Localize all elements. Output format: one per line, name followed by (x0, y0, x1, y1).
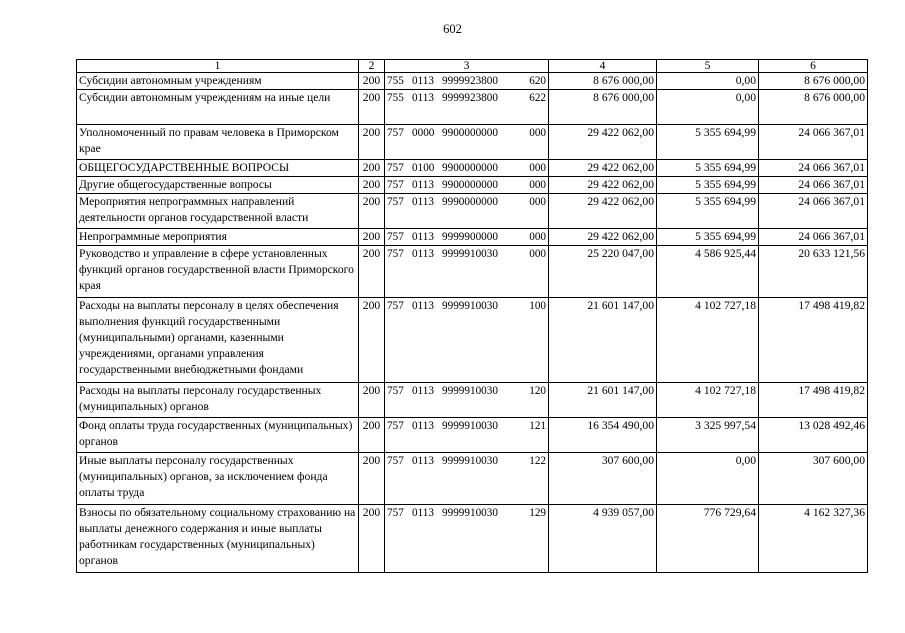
row-value-4: 21 601 147,00 (549, 298, 657, 383)
row-budget-code (385, 505, 549, 573)
row-value-5: 4 586 925,44 (657, 246, 759, 298)
code-part-1: 757 (387, 420, 404, 432)
row-column-2: 200 (359, 383, 385, 418)
row-name: Мероприятия непрограммных направлений деятельности органов государственной власти (77, 194, 359, 229)
row-name: ОБЩЕГОСУДАРСТВЕННЫЕ ВОПРОСЫ (77, 160, 359, 177)
code-part-2: 0113 (412, 385, 434, 397)
code-part-3: 9990000000 (442, 196, 498, 208)
row-value-5: 5 355 694,99 (657, 177, 759, 194)
row-value-4: 25 220 047,00 (549, 246, 657, 298)
row-column-2: 200 (359, 298, 385, 383)
table-row (77, 125, 868, 160)
code-part-1: 757 (387, 385, 404, 397)
code-part-2: 0113 (412, 75, 434, 87)
code-part-4: 000 (529, 127, 546, 139)
code-part-1: 757 (387, 179, 404, 191)
code-part-2: 0113 (412, 196, 434, 208)
code-part-4: 000 (529, 231, 546, 243)
code-part-4: 120 (529, 385, 546, 397)
row-value-6: 17 498 419,82 (759, 298, 868, 383)
code-part-4: 000 (529, 196, 546, 208)
code-part-1: 757 (387, 507, 404, 519)
code-part-1: 757 (387, 300, 404, 312)
row-budget-code (385, 125, 549, 160)
row-value-6: 24 066 367,01 (759, 125, 868, 160)
row-name: Непрограммные мероприятия (77, 229, 359, 246)
row-value-6: 8 676 000,00 (759, 90, 868, 125)
code-part-3: 9999910030 (442, 248, 498, 260)
row-column-2: 200 (359, 90, 385, 125)
row-column-2: 200 (359, 453, 385, 505)
column-header-6: 6 (759, 60, 868, 73)
row-value-6: 24 066 367,01 (759, 194, 868, 229)
code-part-4: 620 (529, 75, 546, 87)
row-name: Руководство и управление в сфере установленных функций органов государственной власти Приморского края (77, 246, 359, 298)
code-part-3: 9999923800 (442, 92, 498, 104)
code-part-2: 0113 (412, 248, 434, 260)
code-part-3: 9900000000 (442, 179, 498, 191)
table-row (77, 177, 868, 194)
column-header-3: 3 (385, 60, 549, 73)
column-header-1: 1 (77, 60, 359, 73)
row-budget-code (385, 246, 549, 298)
row-budget-code (385, 418, 549, 453)
code-part-3: 9999900000 (442, 231, 498, 243)
row-budget-code (385, 177, 549, 194)
row-value-4: 29 422 062,00 (549, 194, 657, 229)
code-part-2: 0113 (412, 92, 434, 104)
code-part-1: 757 (387, 231, 404, 243)
row-name: Фонд оплаты труда государственных (муниципальных) органов (77, 418, 359, 453)
table-row (77, 453, 868, 505)
table-header-row (77, 60, 868, 73)
table-row (77, 160, 868, 177)
code-part-3: 9999910030 (442, 455, 498, 467)
table-row (77, 73, 868, 90)
row-value-6: 20 633 121,56 (759, 246, 868, 298)
row-value-4: 307 600,00 (549, 453, 657, 505)
row-budget-code (385, 73, 549, 90)
row-value-6: 24 066 367,01 (759, 160, 868, 177)
code-part-4: 121 (529, 420, 546, 432)
row-name: Уполномоченный по правам человека в Приморском крае (77, 125, 359, 160)
code-part-4: 122 (529, 455, 546, 467)
code-part-2: 0113 (412, 455, 434, 467)
row-value-4: 29 422 062,00 (549, 160, 657, 177)
table-body (77, 73, 868, 573)
code-part-2: 0113 (412, 231, 434, 243)
row-value-4: 8 676 000,00 (549, 90, 657, 125)
row-value-4: 29 422 062,00 (549, 177, 657, 194)
table-row (77, 418, 868, 453)
row-value-6: 24 066 367,01 (759, 229, 868, 246)
row-budget-code (385, 229, 549, 246)
row-value-4: 29 422 062,00 (549, 229, 657, 246)
code-part-3: 9999910030 (442, 507, 498, 519)
row-name: Иные выплаты персоналу государственных (муниципальных) органов, за исключением фонда оплаты труда (77, 453, 359, 505)
row-value-4: 21 601 147,00 (549, 383, 657, 418)
row-value-5: 4 102 727,18 (657, 298, 759, 383)
row-column-2: 200 (359, 160, 385, 177)
row-name: Субсидии автономным учреждениям (77, 73, 359, 90)
code-part-3: 9999910030 (442, 385, 498, 397)
page-number: 602 (443, 22, 462, 36)
code-part-4: 000 (529, 248, 546, 260)
column-header-5: 5 (657, 60, 759, 73)
row-value-6: 24 066 367,01 (759, 177, 868, 194)
code-part-3: 9999923800 (442, 75, 498, 87)
row-budget-code (385, 383, 549, 418)
row-value-5: 0,00 (657, 90, 759, 125)
code-part-2: 0113 (412, 507, 434, 519)
code-part-3: 9999910030 (442, 300, 498, 312)
row-column-2: 200 (359, 177, 385, 194)
code-part-2: 0000 (412, 127, 435, 139)
row-value-5: 5 355 694,99 (657, 160, 759, 177)
row-column-2: 200 (359, 505, 385, 573)
row-column-2: 200 (359, 418, 385, 453)
row-budget-code (385, 453, 549, 505)
code-part-1: 757 (387, 196, 404, 208)
code-part-2: 0113 (412, 420, 434, 432)
code-part-1: 755 (387, 75, 404, 87)
code-part-1: 757 (387, 162, 404, 174)
row-name: Взносы по обязательному социальному страхованию на выплаты денежного содержания и иные выплаты работникам государственных (муниципальных) органов (77, 505, 359, 573)
code-part-1: 757 (387, 127, 404, 139)
row-value-4: 29 422 062,00 (549, 125, 657, 160)
code-part-1: 757 (387, 248, 404, 260)
row-value-6: 307 600,00 (759, 453, 868, 505)
row-value-5: 3 325 997,54 (657, 418, 759, 453)
row-value-5: 0,00 (657, 453, 759, 505)
row-value-4: 4 939 057,00 (549, 505, 657, 573)
row-name: Субсидии автономным учреждениям на иные цели (77, 90, 359, 125)
row-column-2: 200 (359, 125, 385, 160)
row-column-2: 200 (359, 229, 385, 246)
column-header-2: 2 (359, 60, 385, 73)
table-row (77, 90, 868, 125)
code-part-4: 000 (529, 179, 546, 191)
row-name: Расходы на выплаты персоналу государственных (муниципальных) органов (77, 383, 359, 418)
code-part-1: 755 (387, 92, 404, 104)
row-budget-code (385, 90, 549, 125)
row-value-6: 4 162 327,36 (759, 505, 868, 573)
code-part-4: 000 (529, 162, 546, 174)
row-value-5: 5 355 694,99 (657, 194, 759, 229)
code-part-1: 757 (387, 455, 404, 467)
budget-table (76, 59, 868, 573)
code-part-2: 0113 (412, 300, 434, 312)
row-value-5: 776 729,64 (657, 505, 759, 573)
row-budget-code (385, 160, 549, 177)
row-value-5: 4 102 727,18 (657, 383, 759, 418)
row-column-2: 200 (359, 73, 385, 90)
row-column-2: 200 (359, 194, 385, 229)
table-row (77, 505, 868, 573)
row-column-2: 200 (359, 246, 385, 298)
row-value-6: 13 028 492,46 (759, 418, 868, 453)
row-value-4: 8 676 000,00 (549, 73, 657, 90)
row-value-5: 5 355 694,99 (657, 125, 759, 160)
table-row (77, 298, 868, 383)
code-part-2: 0100 (412, 162, 435, 174)
row-budget-code (385, 194, 549, 229)
table-row (77, 246, 868, 298)
table-row (77, 229, 868, 246)
row-value-4: 16 354 490,00 (549, 418, 657, 453)
row-value-6: 17 498 419,82 (759, 383, 868, 418)
code-part-3: 9900000000 (442, 127, 498, 139)
code-part-4: 100 (529, 300, 546, 312)
code-part-3: 9999910030 (442, 420, 498, 432)
row-name: Другие общегосударственные вопросы (77, 177, 359, 194)
row-name: Расходы на выплаты персоналу в целях обеспечения выполнения функций государственными (муниципальными) органами, казенными учреждениями, органами управления государственными внебюджетными фондами (77, 298, 359, 383)
code-part-4: 622 (529, 92, 546, 104)
row-value-5: 5 355 694,99 (657, 229, 759, 246)
table-row (77, 194, 868, 229)
row-value-5: 0,00 (657, 73, 759, 90)
code-part-2: 0113 (412, 179, 434, 191)
code-part-4: 129 (529, 507, 546, 519)
column-header-4: 4 (549, 60, 657, 73)
row-value-6: 8 676 000,00 (759, 73, 868, 90)
row-budget-code (385, 298, 549, 383)
table-row (77, 383, 868, 418)
code-part-3: 9900000000 (442, 162, 498, 174)
